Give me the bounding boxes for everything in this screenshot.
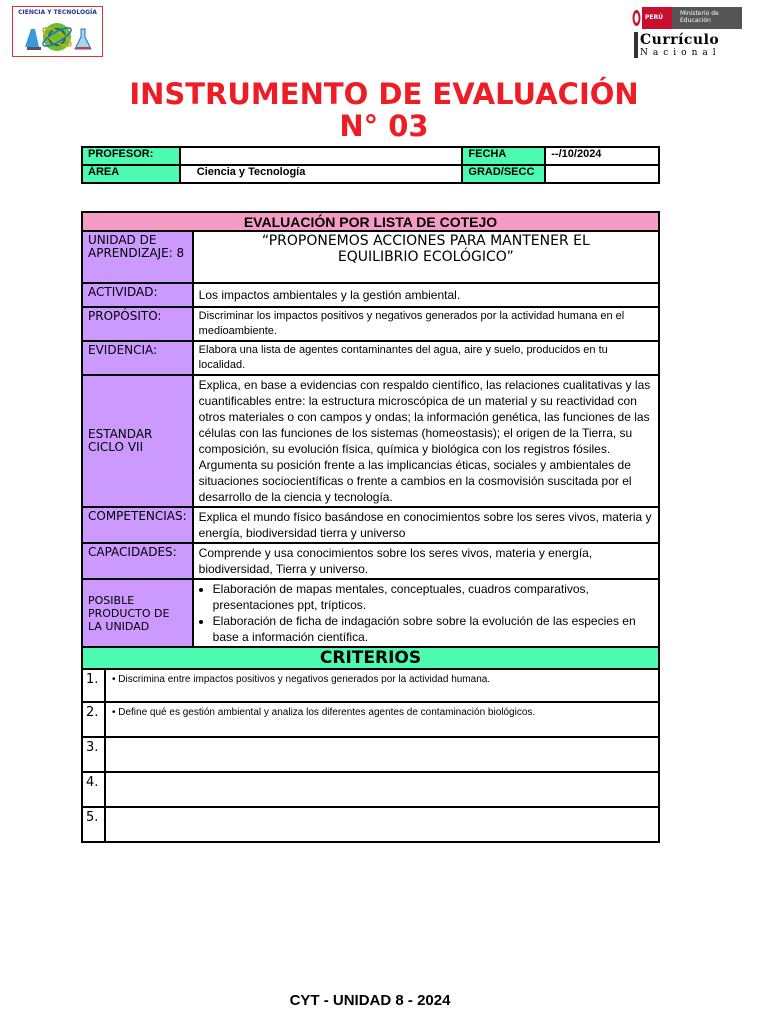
producto-value [193, 579, 659, 647]
curriculo-text: Currículo [640, 32, 720, 48]
estandar-paragraph-1: Explica, en base a evidencias con respaldo científico, las relaciones cualitativas y las cuantificables entre: la estructura microscópica de un material y su reactividad con otros materiales o con campos y ondas; la información genética, las funciones de las células con las funciones de los sistemas (homeostasis); el origen de la Tierra, su composición, su evolución física, química y biológica con los registros fósiles. [198, 378, 651, 456]
producto-list [199, 581, 653, 645]
proposito-label: PROPÓSITO: [82, 307, 193, 341]
grado-label: GRAD/SECC [462, 165, 545, 183]
ministry-country: PERÚ [645, 14, 663, 21]
unidad-value: “PROPONEMOS ACCIONES PARA MANTENER EL EQUILIBRIO ECOLÓGICO” [193, 231, 659, 283]
page-title [0, 78, 768, 142]
science-icon [13, 7, 102, 56]
ciencia-tecnologia-logo [12, 6, 103, 57]
capacidades-label: CAPACIDADES: [82, 543, 193, 579]
grado-field[interactable] [545, 165, 659, 183]
title-line-1: INSTRUMENTO DE EVALUACIÓN [129, 77, 639, 111]
area-label: ÀREA [82, 165, 180, 183]
criterio-text[interactable] [105, 772, 659, 807]
fecha-label: FECHA [462, 147, 545, 165]
evidencia-value: Elabora una lista de agentes contaminantes del agua, aire y suelo, producidos en tu localidad. [193, 341, 659, 375]
estandar-value [193, 375, 659, 507]
logo-left-text: CIENCIA Y TECNOLOGÍA [18, 9, 97, 16]
curriculo-nacional-logo [632, 6, 744, 58]
producto-label: POSIBLE PRODUCTO DE LA UNIDAD [82, 579, 193, 647]
criterio-number: 3. [82, 737, 105, 772]
evidencia-label: EVIDENCIA: [82, 341, 193, 375]
estandar-paragraph-2: Argumenta su posición frente a las implicancias éticas, sociales y ambientales de situaciones sociocientíficas o frente a cambios en la cosmovisión suscitada por el desarrollo de la ciencia y tecnología. [198, 458, 632, 504]
criterio-text[interactable]: • Define qué es gestión ambiental y analiza los diferentes agentes de contaminación biológicos. [105, 702, 659, 737]
nacional-text: Nacional [640, 48, 721, 58]
criterio-text[interactable]: • Discrimina entre impactos positivos y negativos generados por la actividad humana. [105, 669, 659, 702]
criterio-text[interactable] [105, 807, 659, 842]
competencia-label: COMPETENCIAS: [82, 507, 193, 543]
criterio-number: 4. [82, 772, 105, 807]
evaluation-heading: EVALUACIÓN POR LISTA DE COTEJO [82, 212, 659, 231]
actividad-label: ACTIVIDAD: [82, 283, 193, 307]
list-item: • Elaboración de ficha de indagación sobre sobre la evolución de las especies en base a información científica. [213, 613, 653, 645]
criterio-number: 1. [82, 669, 105, 702]
profesor-label: PROFESOR: [82, 147, 180, 165]
criterio-text[interactable] [105, 737, 659, 772]
area-field[interactable]: Ciencia y Tecnología [180, 165, 463, 183]
criterio-number: 2. [82, 702, 105, 737]
evaluation-table [81, 211, 660, 843]
ministry-name: Ministerio de Educación [680, 10, 719, 24]
page-footer: CYT - UNIDAD 8 - 2024 [289, 992, 451, 1009]
competencia-value: Explica el mundo físico basándose en conocimientos sobre los seres vivos, materia y energía, biodiversidad tierra y universo [193, 507, 659, 543]
estandar-label: ESTANDAR CICLO VII [82, 375, 193, 507]
fecha-field[interactable]: --/10/2024 [545, 147, 659, 165]
capacidades-value: Comprende y usa conocimientos sobre los seres vivos, materia y energía, biodiversidad, Tierra y universo. [193, 543, 659, 579]
title-line-2: N° 03 [339, 109, 429, 143]
profesor-field[interactable] [180, 147, 463, 165]
list-item: • Elaboración de mapas mentales, conceptuales, cuadros comparativos, presentaciones ppt, trípticos. [213, 581, 653, 613]
peru-seal-icon [632, 8, 641, 28]
proposito-value: Discriminar los impactos positivos y negativos generados por la actividad humana en el medioambiente. [193, 307, 659, 341]
criterios-heading: CRITERIOS [82, 647, 659, 669]
actividad-value: Los impactos ambientales y la gestión ambiental. [193, 283, 659, 307]
criterio-number: 5. [82, 807, 105, 842]
info-table [81, 146, 660, 184]
unidad-label: UNIDAD DE APRENDIZAJE: 8 [82, 231, 193, 283]
